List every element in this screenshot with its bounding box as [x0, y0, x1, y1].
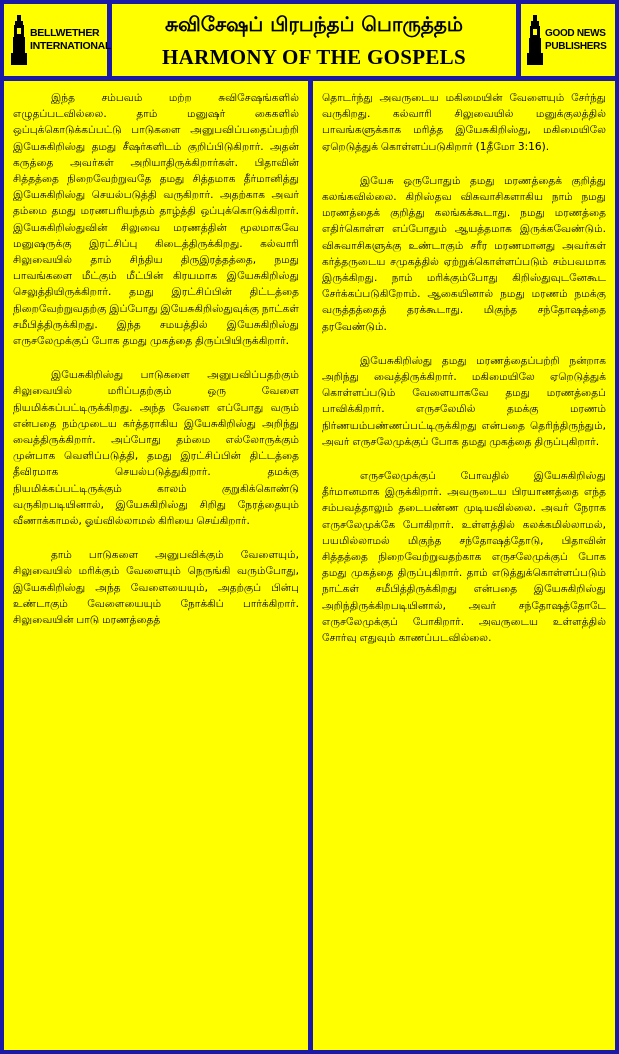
paragraph: தாம் பாடுகளை அனுபவிக்கும் வேளையும், சிலுவையில் மரிக்கும் வேளையும் நெருங்கி வரும்போது, இயேசுகிறிஸ்து அந்த வேளையையும், அதற்குப் பின்பு உண்டாகும் வேளையையும் நோக்கிப் பார்க்கிறார். சிலுவையின் பாடு மரணத்தைத்: [13, 549, 299, 627]
tower-icon: [527, 15, 543, 65]
paragraph: இந்த சம்பவம் மற்ற சுவிசேஷங்களில் எழுதப்படவில்லை. தாம் மனுஷர் கைகளில் ஒப்புக்கொடுக்கப்பட்டு பாடுகளை அனுபவிப்பதைப்பற்றி இயேசுகிறிஸ்து தமது சீஷர்களிடம் குறிப்பிடுகிறார். அதன் கருத்தை அவர்கள் அறியாதிருக்கிறார்கள். பிதாவின் சித்தத்தை நிறைவேற்றுவதே தமது சித்தமாக தீர்மானித்து இயேசுகிறிஸ்து செயல்படுத்தி வருகிறார். அதற்காக அவர் தம்மை தமது மரணபரியந்தம் தாழ்த்தி ஒப்புக்கொடுக்கிறார். இயேசுகிறிஸ்துவின் சிலுவை மரணத்தின் மூலமாகவே மனுஷருக்கு இரட்சிப்பு கிடைத்திருக்கிறது. கல்வாரி சிலுவையில் தாம் சிந்திய திருஇரத்தத்தை, நமது பாவங்களை மீட்கும் மீட்பின் கிரயமாக இயேசுகிறிஸ்து செலுத்தியிருக்கிறார். தமது இரட்சிப்பின் திட்டத்தை நிறைவேற்றுவதற்கு இப்போது இயேசுகிறிஸ்துவுக்கு நாட்கள் சமீபித்திருக்கிறது. இந்த சமயத்தில் இயேசுகிறிஸ்து எருசலேமுக்குப் போக தமது முகத்தை திருப்பியிருக்கிறார்.: [13, 92, 299, 348]
paragraph: எருசலேமுக்குப் போவதில் இயேசுகிறிஸ்து தீர்மானமாக இருக்கிறார். அவருடைய பிரயாணத்தை எந்த சம்பவத்தாலும் தடைபண்ண முடியவில்லை. அவர் நேராக எருசலேமுக்கே போகிறார். உள்ளத்தில் கலக்கமில்லாமல், பயமில்லாமல் மிகுந்த சந்தோஷத்தோடு, பிதாவின் சித்தத்தை நிறைவேற்றுவதற்காக எருசலேமுக்குப் போக தமது முகத்தை திருப்புகிறார். தாம் எடுத்துக்கொள்ளப்படும் நாட்கள் சமீபித்திருக்கிறது என்பதை இயேசுகிறிஸ்து அறிந்திருக்கிறபடியினால், அவர் சந்தோஷத்தோடே எருசலேமுக்குப் போகிறார். அவருடைய உள்ளத்தில் சோர்வு எதுவும் காணப்படவில்லை.: [322, 470, 606, 645]
logo-right-line2: PUBLISHERS: [545, 41, 607, 52]
logo-left-line2: INTERNATIONAL: [30, 40, 112, 52]
title-tamil: சுவிசேஷப் பிரபந்தப் பொருத்தம்: [164, 12, 464, 36]
paragraph: இயேசு ஒருபோதும் தமது மரணத்தைக் குறித்து கலங்கவில்லை. கிறிஸ்தவ விசுவாசிகளாகிய நாம் நமது மரணத்தைக் குறித்து கலங்கக்கூடாது. நமது மரணத்தை எதிர்கொள்ள எப்போதும் ஆயத்தமாக இருக்கவேண்டும். விசுவாசிகளுக்கு உண்டாகும் சரீர மரணமானது அவர்கள் கர்த்தருடைய சமுகத்தில் ஏற்றுக்கொள்ளப்படும் சம்பவமாக இருக்கிறது. நாம் மரிக்கும்போது கிறிஸ்துவுடனேகூட சேர்க்கப்படுகிறோம். ஆகையினால் நமது மரணம் நமக்கு வருத்தத்தைத் தரக்கூடாது. மிகுந்த சந்தோஷத்தை தரவேண்டும்.: [322, 174, 606, 333]
paragraph: இயேசுகிறிஸ்து பாடுகளை அனுபவிப்பதற்கும் சிலுவையில் மரிப்பதற்கும் ஒரு வேளை நியமிக்கப்பட்டிருக்கிறது. அந்த வேளை எப்போது வரும் என்பதை நம்முடைய கர்த்தராகிய இயேசுகிறிஸ்து அறிந்து வைத்திருக்கிறார். அப்போது தம்மை எல்லோருக்கும் முன்பாக வெளிப்படுத்தி, தமது இரட்சிப்பின் திட்டத்தை தீவிரமாக செயல்படுத்துகிறார். தமக்கு நியமிக்கப்பட்டிருக்கும் காலம் குறுகிக்கொண்டு வருகிறபடியினால், இயேசுகிறிஸ்து சிறிது நேரத்தையும் வீணாக்காமல், ஓய்வில்லாமல் கிரியை செய்கிறார்.: [13, 369, 299, 528]
good-news-logo: [521, 4, 615, 76]
tower-icon: [10, 15, 28, 65]
left-text-column: [4, 81, 308, 1050]
paragraph: தொடர்ந்து அவருடைய மகிமையின் வேளையும் சேர்ந்து வருகிறது. கல்வாரி சிலுவையில் மனுக்குலத்தில் பாவங்களுக்காக மரித்த இயேசுகிறிஸ்து, மகிமையிலே ஏறெடுத்துக் கொள்ளப்படுகிறார் (1தீமோ 3:16).: [322, 92, 606, 153]
paragraph: இயேசுகிறிஸ்து தமது மரணத்தைப்பற்றி நன்றாக அறிந்து வைத்திருக்கிறார். மகிமையிலே ஏறெடுத்துக் கொள்ளப்படும் வேளையாகவே தமது மரணத்தைப் பாவிக்கிறார். எருசலேமில் தமக்கு மரணம் நிர்ணயம்பண்ணப்பட்டிருக்கிறது என்பதை தெரிந்திருந்தும், அவர் எருசலேமுக்குப் போக தமது முகத்தை திருப்புகிறார்.: [322, 354, 606, 448]
right-text-column: [313, 81, 615, 1050]
bellwether-logo: [4, 4, 112, 76]
title-banner: [112, 4, 516, 76]
title-english: HARMONY OF THE GOSPELS: [162, 45, 466, 69]
logo-right-line1: GOOD NEWS: [545, 28, 606, 39]
logo-left-line1: BELLWETHER: [30, 27, 100, 39]
